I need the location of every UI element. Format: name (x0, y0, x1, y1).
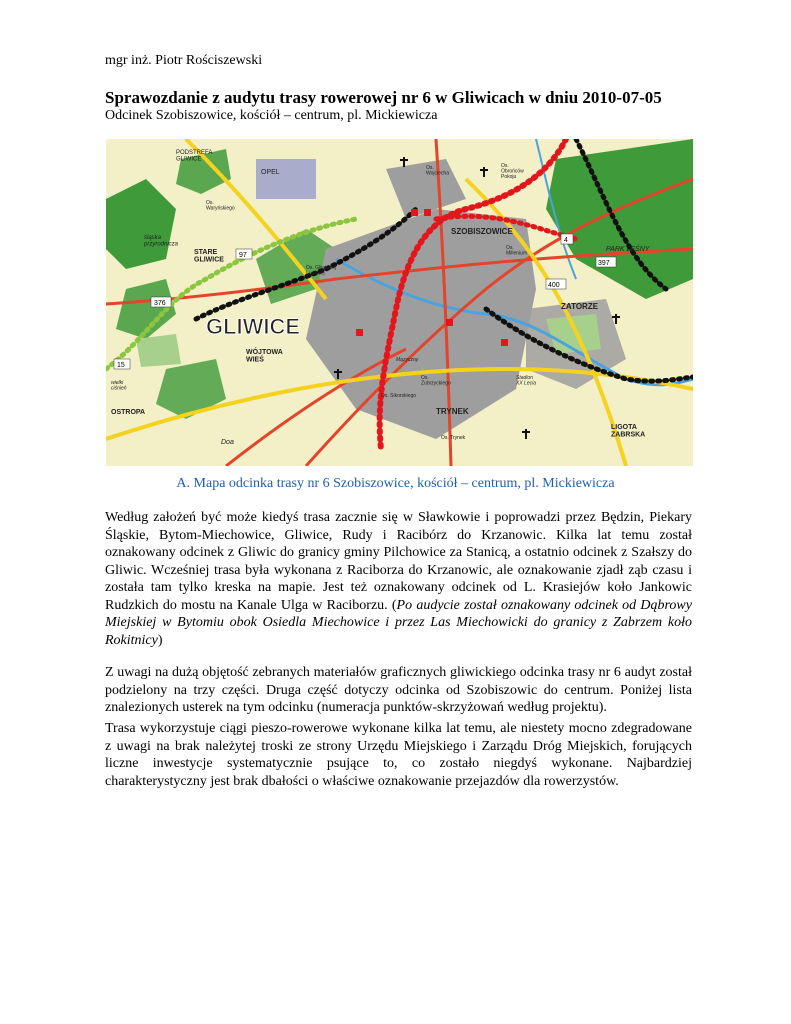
map-caption: A. Mapa odcinka trasy nr 6 Szobiszowice, kościół – centrum, pl. Mickiewicza (176, 476, 615, 491)
map-label-stare-gliwice: STARE GLIWICE (194, 249, 224, 264)
road-number: 4 (564, 237, 568, 244)
report-subtitle: Odcinek Szobiszowice, kościół – centrum, pl. Mickiewicza (105, 108, 438, 123)
map-label-wielki-cisnien: wielki ciśnień (111, 380, 127, 392)
paragraph-italic-note: Po audycie został oznakowany odcinek od Dąbrowy Miejskiej w Bytomiu obok Osiedla Miechowice i przez Las Miechowicki do granicy z Zabrzem koło Rokitnicy (105, 597, 692, 648)
map-label-park-lesny: PARK LEŚNY (606, 246, 650, 253)
map-label-zatorze: ZATORZE (561, 302, 599, 311)
paragraph-audit-scope: Z uwagi na dużą objętość zebranych materiałów graficznych gliwickiego odcinka trasy nr 6 audyt został podzielony na trzy części. Druga część dotyczy odcinka od Szobiszowic do centrum. Poniżej lista znalezionych usterek na tym odcinku (numeracja punktów-skrzyżowań według projektu). (105, 665, 692, 715)
map-label-os-ludowe: Os. Gliwickiej Ludowej (306, 265, 337, 277)
paragraph-text-end: ) (157, 632, 163, 648)
author-line: mgr inż. Piotr Rościszewski (105, 53, 263, 68)
industrial-zone (256, 159, 316, 199)
route-map-graphic (106, 139, 693, 466)
paragraph-route-overview (105, 509, 692, 649)
map-label-trynek: TRYNEK (436, 407, 469, 416)
map-label-podstrefa: PODSTREFA GLIWICE (176, 150, 213, 163)
road-number: 400 (548, 282, 560, 289)
paragraph-text: Według założeń być może kiedyś trasa zacznie się w Sławkowie i poprowadzi przez Będzin, Piekary Śląskie, Bytom-Miechowice, Gliwice, Rudy i Racibórz do Krzanowic. Kilka lat temu został oznakowany odcinek z Gliwic do granicy gminy Pilchowice za Stanicą, a ostatnio odcinek z Szałszy do Gliwic. Wcześniej trasa była wykonana z Raciborza do Krzanowic, ale oznakowanie zjadł ząb czasu i została tam tylko kreska na mapie. Jest też oznakowany odcinek od L. Krasiejów koło Jankowic Rudzkich do mostu na Kanale Ulga w Raciborzu. ( (105, 510, 692, 613)
road-number: 376 (154, 300, 166, 307)
road-number: 15 (117, 362, 125, 369)
map-label-os-warynskiego: Os. Waryńskiego (206, 200, 235, 212)
map-label-city: GLIWICE (206, 314, 301, 339)
map-label-ligota: LIGOTA ZABRSKA (611, 424, 646, 439)
map-label-wojtowa-wies: WÓJTOWA WIEŚ (246, 349, 283, 364)
map-label-os-obroncow: Os. Obrońców Pokoju (501, 163, 524, 180)
map-label-stadion: Stadion XX Lecia (516, 375, 537, 387)
map-label-doa: Doa (221, 439, 234, 446)
road-number: 397 (598, 260, 610, 267)
paragraph-route-condition: Trasa wykorzystuje ciągi pieszo-rowerowe wykonane kilka lat temu, ale niestety mocno zdegradowane z uwagi na brak należytej troski ze strony Urzędu Miejskiego i Zarządu Dróg Miejskich, forujących liczne inwestycje systematycznie psujące to, co zostało niegdyś wykonane. Najbardziej charakterystyczny jest brak dbałości o właściwe oznakowanie przejazdów dla rowerzystów. (105, 721, 692, 789)
map-label-szobiszowice: SZOBISZOWICE (451, 227, 513, 236)
map-label-mazyczny: Mązyczny (396, 357, 419, 363)
route-map (106, 139, 693, 466)
map-label-os-trynek: Os. Trynek (441, 435, 466, 441)
road-number: 97 (239, 252, 247, 259)
map-label-ostropa: OSTROPA (111, 409, 146, 416)
map-label-os-sikorskiego: Os. Sikorskiego (381, 393, 417, 399)
map-label-sleska: śląska przyrodnicza (144, 235, 179, 248)
map-label-opel: OPEL (261, 169, 280, 176)
map-label-os-millenium: Os. Millenium (506, 245, 528, 257)
map-label-os-wojciecha: Os. Wojciecha (426, 165, 449, 177)
report-title: Sprawozdanie z audytu trasy rowerowej nr 6 w Gliwicach w dniu 2010-07-05 (105, 88, 662, 107)
map-label-os-zubrzyckiego: Os. Zubrzyckiego (421, 375, 451, 387)
